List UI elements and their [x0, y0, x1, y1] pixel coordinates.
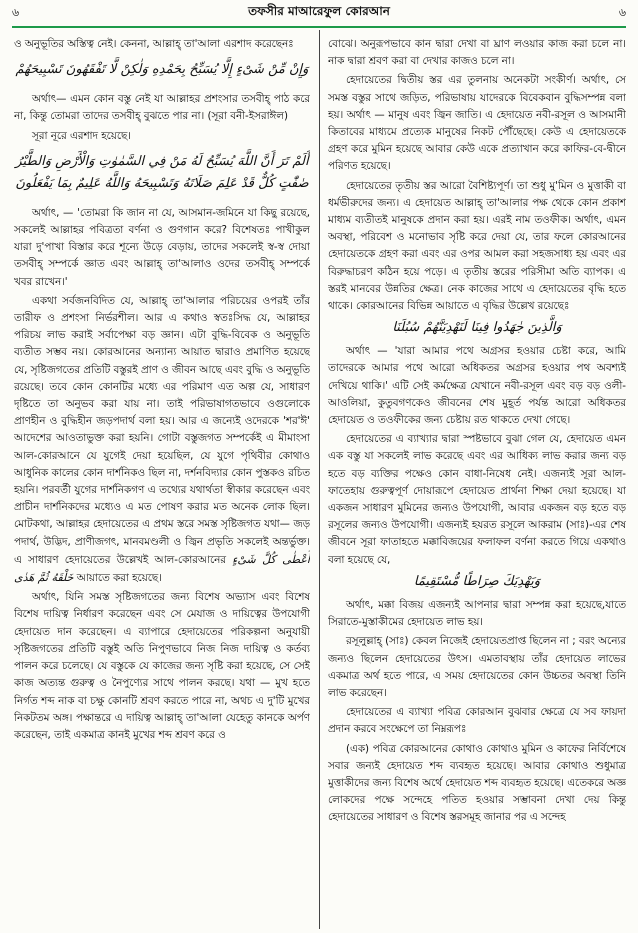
arabic-verse: أَلَمْ تَرَ أَنَّ اللَّهَ يُسَبِّحُ لَهُ مَنْ فِي السَّمٰوٰتِ وَالْأَرْضِ وَالطَّيْرُ صٰفّٰتٍ كُلٌّ قَدْ عَلِمَ صَلَاتَهُ وَتَسْبِيحَهُ وَاللَّهُ عَلِيمٌ بِمَا يَفْعَلُونَ: [15, 153, 309, 191]
paragraph-text: আয়াতে করা হয়েছে।: [76, 572, 162, 585]
arabic-verse: وَإِنْ مِّنْ شَىْءٍ إِلَّا يُسَبِّحُ بِحَمْدِهِ وَلٰكِنْ لَّا تَفْقَهُونَ تَسْبِيحَهُمْ: [15, 62, 309, 78]
paragraph: অর্থাৎ— এমন কোন বস্তু নেই যা আল্লাহর প্রশংসার তসবীহ্ পাঠ করে না, কিন্তু তোমরা তাদের তসবীহ্ বুঝতে পার না। (সূরা বনী-ইসরাঈল): [14, 93, 310, 123]
header-rule: [12, 26, 626, 28]
arabic-verse: وَيَهْدِيَكَ صِرَاطًا مُّسْتَقِيمًا: [413, 573, 541, 589]
paragraph: অর্থাৎ, — 'তোমরা কি জান না যে, আসমান-জমিনে যা কিছু রয়েছে, সকলেই আল্লাহর পবিত্রতা বর্ণনা ও গুণগান করে? বিশেষতঃ পাখীকুল যারা দু'পাখা বিস্তার করে শূন্যে উড়ে বেড়ায়, তাদের সকলেই স্ব-স্ব দোয়া তসবীহ্ সম্পর্কে জ্ঞাত এবং আল্লাহ্ তা'আলাও ওদের তসবীহ্ সম্পর্কে খবর রাখেন।': [14, 206, 310, 288]
paragraph: হেদায়েতের দ্বিতীয় স্তর এর তুলনায় অনেকটা সংকীর্ণ। অর্থাৎ, সে সমস্ত বস্তুর সাথে জড়িত, পরিভাষায় যাদেরকে বিবেকবান বুদ্ধিসম্পন্ন বলা হয়। অর্থাৎ — মানুষ এবং জ্বিন জাতি। এ হেদায়েত নবী-রসূল ও আসমানী কিতাবের মাধ্যমে প্রত্যেক মানুষের নিকট পৌঁছেছে। কেউ এ হেদায়েতকে গ্রহণ করে মুমিন হয়েছে আবার কেউ একে প্রত্যাখান করে কাফির-বে-দ্বীনে পরিণত হয়েছে।: [328, 74, 626, 173]
paragraph: বোঝে। অনুরূপভাবে কান দ্বারা দেখা বা ঘ্রাণ লওয়ার কাজ করা চলে না। নাক দ্বারা শ্রবণ করা বা দেখার কাজও চলে না।: [328, 38, 626, 68]
running-title: তফসীর মাআরেফুল কোরআন: [248, 4, 390, 18]
paragraph: ও অনুভূতির অস্তিত্ব নেই। কেননা, আল্লাহ্ তা'আলা এরশাদ করেছেনঃ: [14, 38, 294, 50]
arabic-inline-verse: أَعْطٰى كُلَّ شَىْءٍ خَلْقَهُ ثُمَّ هَدٰى: [14, 552, 310, 585]
paragraph: (এক) পবিত্র কোরআনের কোথাও কোথাও মুমিন ও কাফের নির্বিশেষে সবার জন্যই হেদায়েত শব্দ ব্যবহৃত হয়েছে। আবার কোথাও শুধুমাত্র মুত্তাকীদের জন্য বিশেষ অর্থে হেদায়েত শব্দ ব্যবহৃত হয়েছে। এতেকরে অজ্ঞ লোকদের পক্ষে সন্দেহে পতিত হওয়ার সম্ভাবনা দেখা দেয় কিন্তু হেদায়েতের সাধারণ ও বিশেষ স্তরসমূহ জানার পর এ সন্দেহ: [328, 742, 626, 824]
paragraph: অর্থাৎ, মক্কা বিজয় এজন্যই আপনার দ্বারা সম্পন্ন করা হয়েছে,যাতে সিরাতে-মুস্তাকীমের হেদায়েত লাভ হয়।: [328, 598, 626, 629]
left-column: [14, 36, 310, 927]
page-header: [12, 0, 626, 26]
paragraph: [14, 293, 310, 587]
paragraph: হেদায়েতের এ ব্যাখ্যা পবিত্র কোরআন বুঝবার ক্ষেত্রে যে সব ফায়দা প্রদান করবে সংক্ষেপে তা নিম্নরূপঃ: [328, 706, 626, 736]
paragraph: অর্থাৎ, যিনি সমস্ত সৃষ্টিজগতের জন্য বিশেষ অভ্যাস এবং বিশেষ বিশেষ দায়িত্ব নির্ধারণ করেছেন এবং সে মেযাজ ও দায়িত্বের উপযোগী হেদায়েত দান করেছেন। এ ব্যাপারে হেদায়েতের পরিকল্পনা অনুযায়ী সৃষ্টিজগতের প্রতিটি বস্তুই অতি নিপুণভাবে নিজ নিজ দায়িত্ব ও কর্তব্য পালন করে চলেছে। যে বস্তুকে যে কাজের জন্য সৃষ্টি করা হয়েছে, সে সেই কাজ অত্যন্ত গুরুত্ব ও নৈপুণ্যের সাথে পালন করছে। যথা — মুখ হতে নির্গত শব্দ নাক বা চক্ষু কোনটি শ্রবণ করতে পারে না, অথচ এ দু'টি মুখের নিকটতম অঙ্গ। পক্ষান্তরে এ দায়িত্ব আল্লাহ্ তা'আলা যেহেতু কানকে অর্পণ করেছেন, তাই একমাত্র কানই মুখের শব্দ শ্রবণ করে ও: [14, 591, 310, 741]
arabic-verse: وَالَّذِينَ جٰهَدُوا فِينَا لَنَهْدِيَنَّهُمْ سُبُلَنَا: [392, 320, 562, 336]
paragraph: রসূলুল্লাহ্ (সাঃ) কেবল নিজেই হেদায়েতপ্রাপ্ত ছিলেন না ; বরং অন্যের জন্যও ছিলেন হেদায়েতের উৎস। এমতাবস্থায় তাঁর হেদায়েত লাভের একমাত্র অর্থ হতে পারে, এ সময় হেদায়েতের কোন উচ্চতর অবস্থা তিনি লাভ করেছেন।: [328, 635, 626, 699]
paragraph: অর্থাৎ — 'যারা আমার পথে অগ্রসর হওয়ার চেষ্টা করে, আমি তাদেরকে আমার পথে আরো অধিকতর অগ্রসর হওয়ার পথ অবশ্যই দেখিয়ে থাকি।' এটি সেই কর্মক্ষেত্র যেখানে নবী-রসূল এবং বড় বড় ওলী-আওলিয়া, কুতুবগণকেও জীবনের শেষ মুহূর্ত পর্যন্ত আরো অধিকতর হেদায়েত ও তওফীকের জন্য চেষ্টায় রত থাকতে দেখা গেছে।: [328, 345, 626, 427]
page-number-right: ৬: [618, 5, 626, 19]
column-divider: [319, 30, 320, 929]
paragraph: হেদায়েতের এ ব্যাখ্যার দ্বারা স্পষ্টভাবে বুঝা গেল যে, হেদায়েত এমন এক বস্তু যা সকলেই লাভ করেছে এবং এর আধিক্য লাভ করার জন্য বড় হতে বড় ব্যক্তির পক্ষেও কোন বাধা-নিষেধ নেই। এজন্যই সূরা আল-ফাতেহায় গুরুত্বপূর্ণ দোয়ারূপে হেদায়েত প্রার্থনা শিক্ষা দেয়া হয়েছে। যা একজন সাধারণ মুমিনের জন্যও উপযোগী, আবার একজন বড় হতে বড় রসূলের জন্যও উপযোগী। এজন্যই হযরত রসূলে আকরাম (সাঃ)-এর শেষ জীবনে সূরা ফাতাহতে মক্কাবিজয়ের ফলাফল বর্ণনা করতে গিয়ে একথাও বলা হয়েছে যে,: [328, 433, 626, 566]
page-number-left: ৬: [12, 5, 20, 19]
paragraph-text: একথা সর্বজনবিদিত যে, আল্লাহ্ তা'আলার পরিচয়ের ওপরই তাঁর তারীফ ও প্রশংসা নির্ভরশীল। আর এ কথাও স্বতঃসিদ্ধ যে, আল্লাহর পরিচয় লাভ করাই সর্বাপেক্ষা বড় জ্ঞান। এটা বুদ্ধি-বিবেক ও অনুভূতি ব্যতীত সম্ভব নয়। কোরআনের অন্যান্য আয়াত দ্বারাও প্রমাণিত হয়েছে যে, সৃষ্টিজগতের প্রতিটি বস্তুরই প্রাণ ও জীবন আছে এবং বুদ্ধি ও অনুভূতি রয়েছে। তবে কোন কোনটির মধ্যে এর পরিমাণ এত অল্প যে, সাধারণ দৃষ্টিতে তা অনুভব করা যায় না। তাই পরিভাষাগতভাবে ওগুলোকে প্রাণহীন ও বুদ্ধিহীন জড়পদার্থ বলা হয়। আর এ জন্যেই ওদেরকে 'শর'ঈ' আদেশের আওতাভুক্ত করা হয়নি। গোটা বস্তুজগত সম্পর্কেই এ মীমাংসা আল-কোরআনে যে যুগেই দেয়া হয়েছিল, যে যুগে পৃথিবীর কোথাও আধুনিক কালের কোন দার্শনিকও ছিল না, দর্শনবিদ্যার কোন পুস্তকও রচিত হয়নি। পরবর্তী যুগের দার্শনিকগণ এ তথ্যের যথার্থতা স্বীকার করেছেন এবং প্রাচীন দার্শনিকদের মধ্যেও এ মত পোষণ করার মত অনেক লোক ছিল। মোটকথা, আল্লাহর হেদায়েতের এ প্রথম স্তরে সমস্ত সৃষ্টিজগত যথা— জড় পদার্থ, উদ্ভিদ, প্রাণীজগৎ, মানবমণ্ডলী ও জ্বিন প্রভৃতি সকলেই অন্তর্ভুক্ত। এ সাধারণ হেদায়েতের উল্লেখই আল-কোরআনের: [14, 294, 310, 566]
paragraph: হেদায়েতের তৃতীয় স্তর আরো বৈশিষ্ট্যপূর্ণ। তা শুধু মু'মিন ও মুত্তাকী বা ধর্মভীরুদের জন্য। এ হেদায়েত আল্লাহ্ তা'আলার পক্ষ থেকে কোন প্রকাশ মাধ্যম ব্যতীতই মানুষকে প্রদান করা হয়। এরই নাম তওফীক। অর্থাৎ, এমন অবস্থা, পরিবেশ ও মনোভাব সৃষ্টি করে দেয়া যে, তার ফলে কোরআনের হেদায়েতকে গ্রহণ করা এবং এর ওপর আমল করা সহজসাধ্য হয় এবং এর বিরুদ্ধাচরণ কঠিন হয়ে পড়ে। এ তৃতীয় স্তরের পরিসীমা অতি ব্যাপক। এ স্তরই মানবের উন্নতির ক্ষেত্র। নেক কাজের সাথে এ হেদায়েতের বৃদ্ধি হতে থাকে। কোরআনের বিভিন্ন আয়াতে এ বৃদ্ধির উল্লেখ রয়েছেঃ: [328, 179, 626, 313]
right-column: [328, 36, 626, 927]
paragraph: সূরা নূরে এরশাদ হয়েছে।: [32, 129, 131, 142]
